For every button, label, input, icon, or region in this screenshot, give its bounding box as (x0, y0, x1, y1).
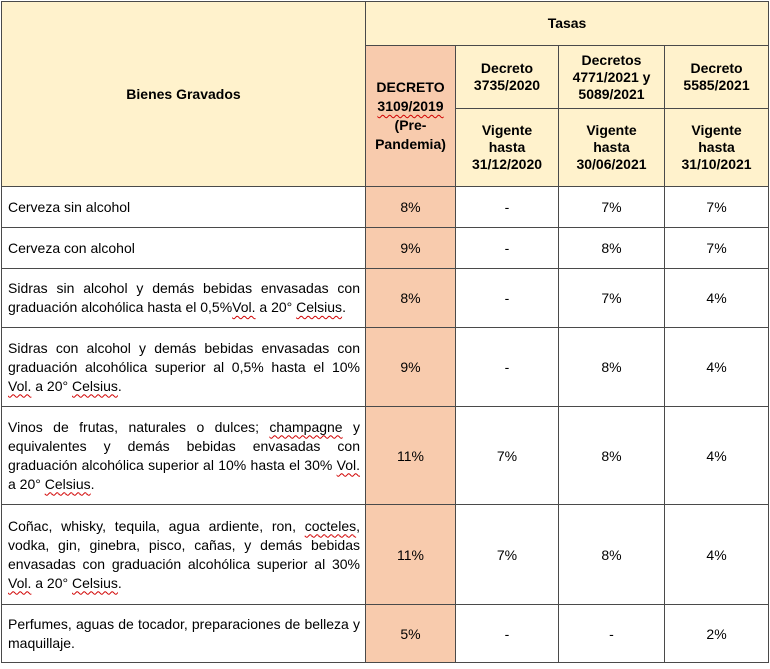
rates-header: Tasas (366, 2, 769, 46)
decree-header-2: Decretos 4771/2021 y 5089/2021 (559, 46, 665, 109)
rate-decree-4771: 8% (559, 328, 665, 407)
rate-decree-3735: - (456, 269, 559, 328)
rates-table (1, 1, 769, 663)
goods-description: Sidras sin alcohol y demás bebidas envasadas con graduación alcohólica hasta el 0,5%Vol. a 20° Celsius. (2, 269, 366, 328)
goods-description: Cerveza sin alcohol (2, 187, 366, 228)
table-row (2, 228, 769, 269)
valid-until-header-1: Vigente hasta 31/12/2020 (456, 109, 559, 187)
goods-header: Bienes Gravados (2, 2, 366, 187)
rate-decree-5585: 7% (665, 228, 769, 269)
rate-pre-pandemic: 8% (366, 269, 456, 328)
table-row (2, 605, 769, 663)
goods-description: Coñac, whisky, tequila, agua ardiente, ron, cocteles, vodka, gin, ginebra, pisco, cañas, y demás bebidas envasadas con graduación alcohólica superior al 30% Vol. a 20° Celsius. (2, 505, 366, 605)
decree-header-1: Decreto 3735/2020 (456, 46, 559, 109)
rate-decree-4771: 8% (559, 505, 665, 605)
table-row (2, 328, 769, 407)
rate-decree-4771: 7% (559, 187, 665, 228)
rate-decree-3735: - (456, 228, 559, 269)
rate-decree-4771: 7% (559, 269, 665, 328)
rate-decree-3735: 7% (456, 407, 559, 505)
goods-description: Perfumes, aguas de tocador, preparaciones de belleza y maquillaje. (2, 605, 366, 663)
table-row (2, 187, 769, 228)
decree-header-3: Decreto 5585/2021 (665, 46, 769, 109)
rate-decree-5585: 4% (665, 269, 769, 328)
table-row (2, 407, 769, 505)
table-row (2, 505, 769, 605)
valid-until-header-2: Vigente hasta 30/06/2021 (559, 109, 665, 187)
goods-description: Cerveza con alcohol (2, 228, 366, 269)
rate-decree-3735: 7% (456, 505, 559, 605)
rate-pre-pandemic: 8% (366, 187, 456, 228)
goods-description: Vinos de frutas, naturales o dulces; champagne y equivalentes y demás bebidas envasadas con graduación alcohólica superior al 10% hasta el 30% Vol. a 20° Celsius. (2, 407, 366, 505)
rate-pre-pandemic: 9% (366, 328, 456, 407)
rate-decree-4771: 8% (559, 407, 665, 505)
goods-description: Sidras con alcohol y demás bebidas envasadas con graduación alcohólica superior al 0,5% hasta el 10% Vol. a 20° Celsius. (2, 328, 366, 407)
pre-pandemic-header: DECRETO 3109/2019 (Pre- Pandemia) (366, 46, 456, 187)
rate-pre-pandemic: 5% (366, 605, 456, 663)
rate-decree-3735: - (456, 328, 559, 407)
rate-decree-5585: 7% (665, 187, 769, 228)
rate-pre-pandemic: 11% (366, 407, 456, 505)
rate-decree-4771: 8% (559, 228, 665, 269)
rate-decree-5585: 2% (665, 605, 769, 663)
rate-pre-pandemic: 9% (366, 228, 456, 269)
rate-decree-4771: - (559, 605, 665, 663)
rate-decree-5585: 4% (665, 407, 769, 505)
rate-decree-3735: - (456, 187, 559, 228)
rate-pre-pandemic: 11% (366, 505, 456, 605)
table-row (2, 269, 769, 328)
rate-decree-3735: - (456, 605, 559, 663)
valid-until-header-3: Vigente hasta 31/10/2021 (665, 109, 769, 187)
rate-decree-5585: 4% (665, 328, 769, 407)
rate-decree-5585: 4% (665, 505, 769, 605)
